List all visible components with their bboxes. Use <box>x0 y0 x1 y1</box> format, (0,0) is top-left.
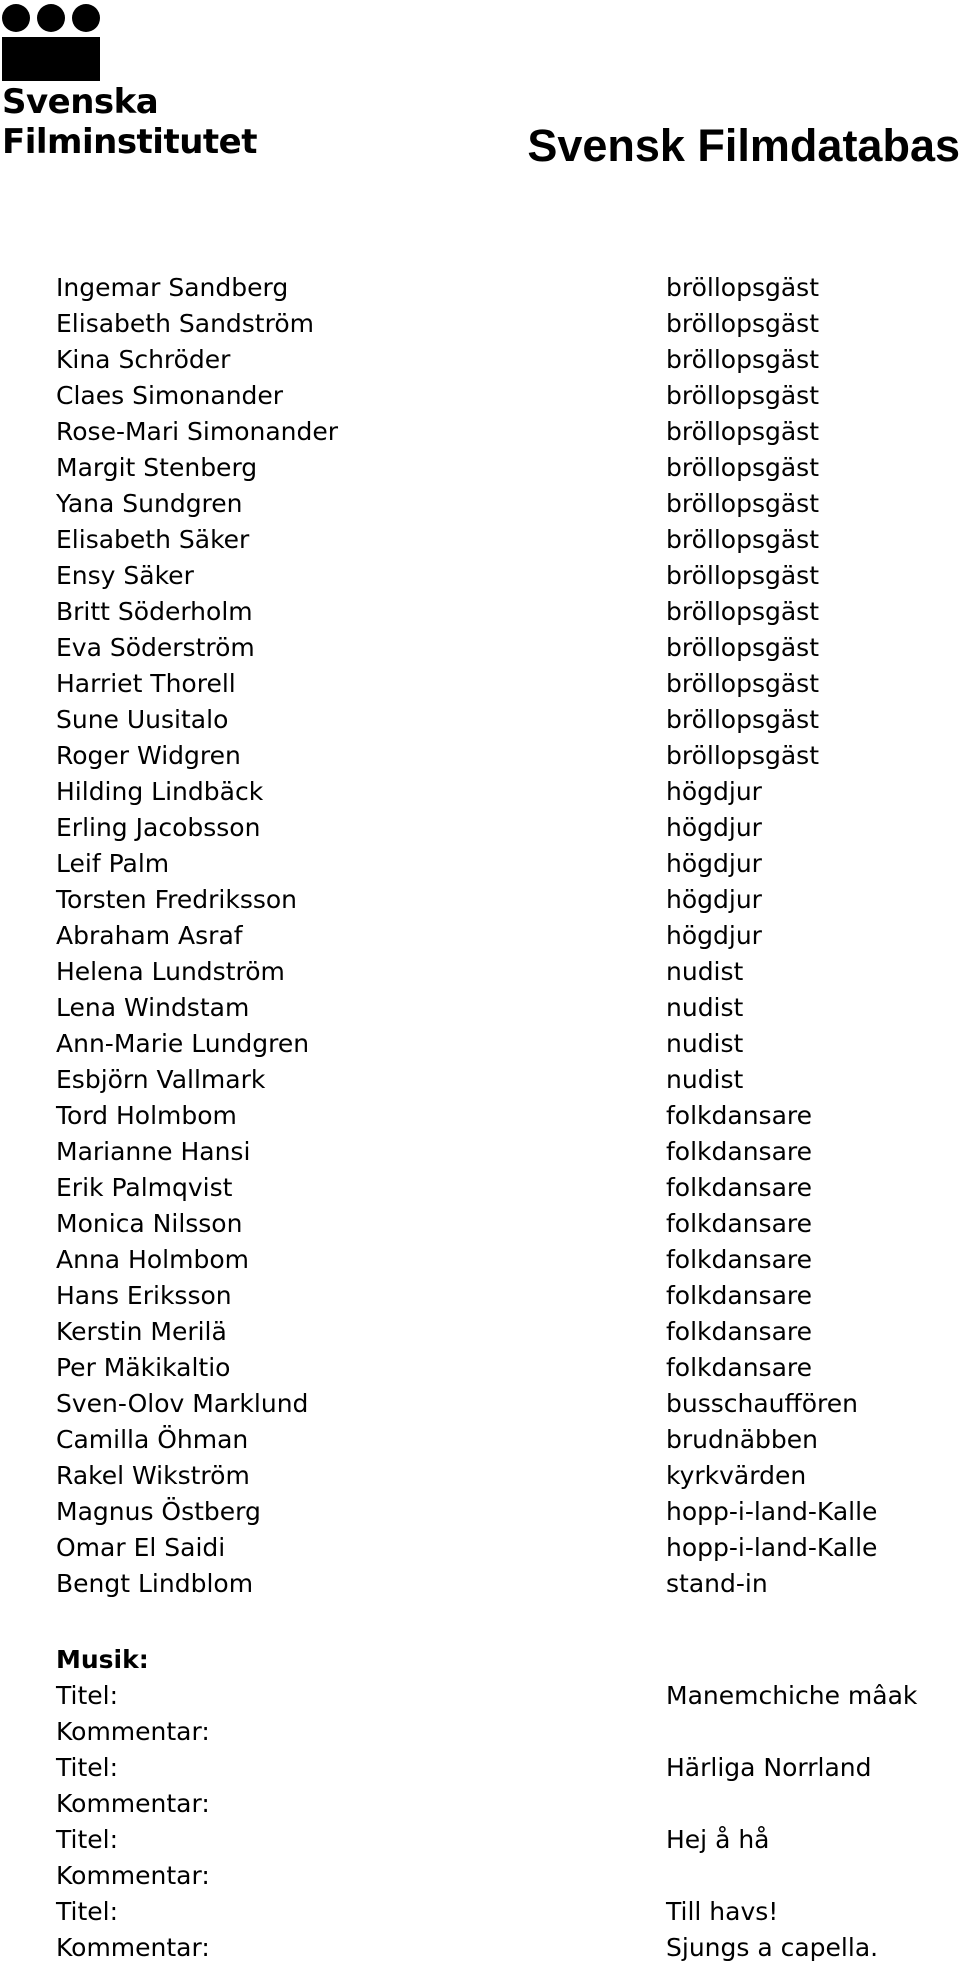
cast-row <box>0 1494 960 1530</box>
actor-name: Rose-Mari Simonander <box>56 417 339 446</box>
actor-role: folkdansare <box>666 1353 813 1382</box>
actor-name: Bengt Lindblom <box>56 1569 254 1598</box>
music-row <box>0 1750 960 1786</box>
actor-role: bröllopsgäst <box>666 417 819 446</box>
music-label: Kommentar: <box>56 1717 210 1746</box>
cast-row <box>0 774 960 810</box>
actor-name: Abraham Asraf <box>56 921 243 950</box>
actor-role: bröllopsgäst <box>666 489 819 518</box>
cast-row <box>0 342 960 378</box>
actor-role: bröllopsgäst <box>666 705 819 734</box>
music-value: Manemchiche mâak <box>666 1681 918 1710</box>
svenska-filminstitutet-logo <box>0 0 270 175</box>
cast-row <box>0 918 960 954</box>
cast-row <box>0 522 960 558</box>
actor-role: folkdansare <box>666 1137 813 1166</box>
actor-name: Per Mäkikaltio <box>56 1353 231 1382</box>
actor-name: Elisabeth Säker <box>56 525 250 554</box>
cast-row <box>0 378 960 414</box>
music-heading: Musik: <box>56 1645 149 1674</box>
cast-row <box>0 1422 960 1458</box>
actor-name: Yana Sundgren <box>56 489 243 518</box>
music-label: Titel: <box>56 1681 118 1710</box>
actor-role: bröllopsgäst <box>666 669 819 698</box>
actor-role: bröllopsgäst <box>666 741 819 770</box>
music-row <box>0 1858 960 1894</box>
music-label: Titel: <box>56 1753 118 1782</box>
actor-role: folkdansare <box>666 1173 813 1202</box>
logo-text-line2: Filminstitutet <box>2 122 257 162</box>
actor-name: Harriet Thorell <box>56 669 236 698</box>
actor-role: folkdansare <box>666 1317 813 1346</box>
cast-row <box>0 1566 960 1602</box>
actor-role: folkdansare <box>666 1245 813 1274</box>
music-row <box>0 1930 960 1966</box>
actor-role: kyrkvärden <box>666 1461 807 1490</box>
actor-name: Omar El Saidi <box>56 1533 226 1562</box>
actor-role: bröllopsgäst <box>666 273 819 302</box>
music-row <box>0 1894 960 1930</box>
cast-row <box>0 450 960 486</box>
actor-name: Camilla Öhman <box>56 1425 249 1454</box>
actor-role: nudist <box>666 1029 744 1058</box>
actor-role: hopp-i-land-Kalle <box>666 1497 878 1526</box>
actor-role: bröllopsgäst <box>666 561 819 590</box>
actor-role: högdjur <box>666 777 762 806</box>
actor-role: högdjur <box>666 921 762 950</box>
actor-name: Hans Eriksson <box>56 1281 232 1310</box>
actor-name: Erik Palmqvist <box>56 1173 233 1202</box>
cast-row <box>0 594 960 630</box>
music-value: Sjungs a capella. <box>666 1933 879 1962</box>
actor-name: Claes Simonander <box>56 381 284 410</box>
actor-role: bröllopsgäst <box>666 633 819 662</box>
actor-name: Lena Windstam <box>56 993 250 1022</box>
actor-name: Tord Holmbom <box>56 1101 237 1130</box>
actor-name: Sven-Olov Marklund <box>56 1389 309 1418</box>
actor-role: högdjur <box>666 885 762 914</box>
actor-name: Torsten Fredriksson <box>56 885 298 914</box>
actor-name: Hilding Lindbäck <box>56 777 264 806</box>
actor-name: Esbjörn Vallmark <box>56 1065 266 1094</box>
cast-list <box>0 270 960 1602</box>
cast-row <box>0 1314 960 1350</box>
music-value: Härliga Norrland <box>666 1753 872 1782</box>
actor-role: bröllopsgäst <box>666 597 819 626</box>
actor-role: stand-in <box>666 1569 768 1598</box>
actor-role: nudist <box>666 957 744 986</box>
actor-role: bröllopsgäst <box>666 381 819 410</box>
actor-name: Sune Uusitalo <box>56 705 229 734</box>
cast-row <box>0 1530 960 1566</box>
music-row <box>0 1786 960 1822</box>
actor-role: busschauffören <box>666 1389 858 1418</box>
music-value: Hej å hå <box>666 1825 770 1854</box>
cast-row <box>0 990 960 1026</box>
music-label: Kommentar: <box>56 1933 210 1962</box>
cast-row <box>0 1134 960 1170</box>
logo-dot-icon <box>37 4 65 32</box>
logo-text-line1: Svenska <box>2 82 159 122</box>
music-label: Kommentar: <box>56 1789 210 1818</box>
cast-row <box>0 1170 960 1206</box>
logo-square-icon <box>2 37 100 81</box>
music-list <box>0 1678 960 1966</box>
actor-name: Roger Widgren <box>56 741 241 770</box>
actor-name: Britt Söderholm <box>56 597 253 626</box>
actor-name: Margit Stenberg <box>56 453 258 482</box>
cast-row <box>0 954 960 990</box>
actor-name: Anna Holmbom <box>56 1245 249 1274</box>
cast-row <box>0 666 960 702</box>
music-label: Kommentar: <box>56 1861 210 1890</box>
actor-role: nudist <box>666 1065 744 1094</box>
cast-row <box>0 1242 960 1278</box>
cast-row <box>0 486 960 522</box>
actor-role: högdjur <box>666 849 762 878</box>
actor-role: bröllopsgäst <box>666 345 819 374</box>
cast-row <box>0 1026 960 1062</box>
cast-row <box>0 630 960 666</box>
cast-row <box>0 882 960 918</box>
cast-row <box>0 702 960 738</box>
actor-name: Eva Söderström <box>56 633 255 662</box>
actor-name: Magnus Östberg <box>56 1497 261 1526</box>
actor-role: folkdansare <box>666 1101 813 1130</box>
actor-name: Kina Schröder <box>56 345 231 374</box>
actor-name: Kerstin Merilä <box>56 1317 227 1346</box>
actor-name: Marianne Hansi <box>56 1137 251 1166</box>
music-row <box>0 1678 960 1714</box>
actor-name: Ensy Säker <box>56 561 194 590</box>
cast-row <box>0 1350 960 1386</box>
cast-row <box>0 306 960 342</box>
logo-dot-icon <box>72 4 100 32</box>
music-value: Till havs! <box>666 1897 779 1926</box>
logo-dot-icon <box>2 4 30 32</box>
cast-row <box>0 270 960 306</box>
actor-name: Erling Jacobsson <box>56 813 261 842</box>
music-label: Titel: <box>56 1825 118 1854</box>
cast-row <box>0 558 960 594</box>
cast-row <box>0 1206 960 1242</box>
cast-row <box>0 414 960 450</box>
music-row <box>0 1822 960 1858</box>
actor-name: Leif Palm <box>56 849 170 878</box>
actor-role: bröllopsgäst <box>666 525 819 554</box>
cast-row <box>0 846 960 882</box>
actor-name: Ann-Marie Lundgren <box>56 1029 310 1058</box>
site-title: Svensk Filmdatabas <box>527 120 960 171</box>
actor-name: Monica Nilsson <box>56 1209 243 1238</box>
actor-role: högdjur <box>666 813 762 842</box>
actor-name: Ingemar Sandberg <box>56 273 289 302</box>
cast-row <box>0 1458 960 1494</box>
music-label: Titel: <box>56 1897 118 1926</box>
music-row <box>0 1714 960 1750</box>
actor-role: brudnäbben <box>666 1425 818 1454</box>
actor-role: bröllopsgäst <box>666 309 819 338</box>
actor-role: nudist <box>666 993 744 1022</box>
cast-row <box>0 1278 960 1314</box>
cast-row <box>0 1098 960 1134</box>
cast-row <box>0 1062 960 1098</box>
actor-name: Rakel Wikström <box>56 1461 250 1490</box>
logo-mark-icon <box>2 4 100 80</box>
actor-name: Helena Lundström <box>56 957 285 986</box>
actor-role: hopp-i-land-Kalle <box>666 1533 878 1562</box>
cast-row <box>0 810 960 846</box>
actor-role: folkdansare <box>666 1209 813 1238</box>
actor-name: Elisabeth Sandström <box>56 309 314 338</box>
cast-row <box>0 738 960 774</box>
actor-role: bröllopsgäst <box>666 453 819 482</box>
cast-row <box>0 1386 960 1422</box>
actor-role: folkdansare <box>666 1281 813 1310</box>
